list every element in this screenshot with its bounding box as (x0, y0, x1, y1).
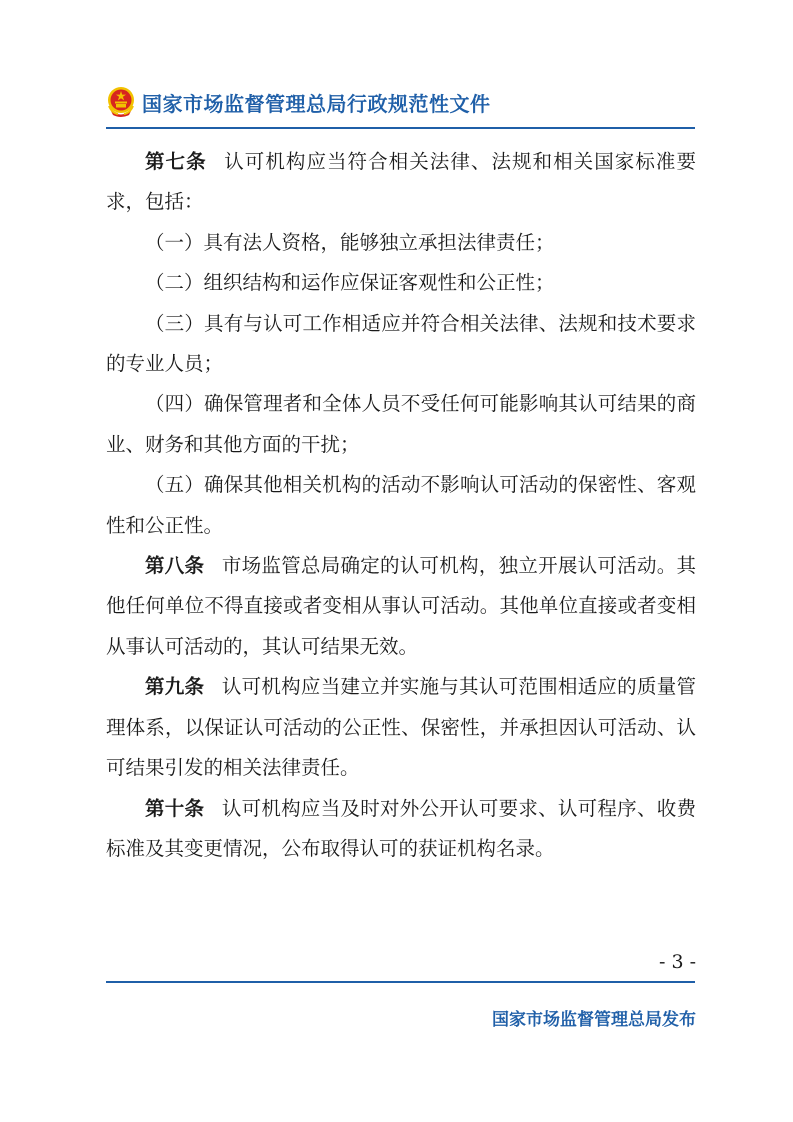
article-7-item: （二）组织结构和运作应保证客观性和公正性； (145, 271, 555, 295)
article-7-item: （五）确保其他相关机构的活动不影响认可活动的保密性、客观性和公正性。 (106, 473, 696, 537)
article-8 (106, 546, 696, 667)
article-7-item: （三）具有与认可工作相适应并符合相关法律、法规和技术要求的专业人员； (106, 311, 696, 376)
article-label: 第七条 (145, 150, 207, 173)
article-label: 第九条 (145, 675, 205, 699)
article-10 (106, 789, 696, 870)
footer-publisher: 国家市场监督管理总局发布 (492, 1010, 696, 1030)
header-title: 国家市场监督管理总局行政规范性文件 (142, 91, 491, 116)
document-body (106, 142, 696, 869)
article-9 (106, 667, 696, 788)
article-7-item: （一）具有法人资格，能够独立承担法律责任； (145, 230, 555, 254)
page-number: - 3 - (658, 951, 696, 973)
article-text: 认可机构应当及时对外公开认可要求、认可程序、收费标准及其变更情况，公布取得认可的获证机构名录。 (106, 796, 696, 860)
article-text: 认可机构应当符合相关法律、法规和相关国家标准要求，包括： (106, 150, 696, 214)
footer-divider (106, 981, 695, 983)
article-7 (106, 142, 696, 223)
national-emblem-icon (106, 86, 136, 118)
header-divider (106, 127, 695, 129)
article-7-item: （四）确保管理者和全体人员不受任何可能影响其认可结果的商业、财务和其他方面的干扰； (106, 392, 696, 456)
article-label: 第十条 (145, 796, 205, 820)
article-label: 第八条 (145, 554, 205, 578)
article-text: 市场监管总局确定的认可机构，独立开展认可活动。其他任何单位不得直接或者变相从事认可活动。其他单位直接或者变相从事认可活动的，其认可结果无效。 (106, 554, 696, 658)
article-text: 认可机构应当建立并实施与其认可范围相适应的质量管理体系，以保证认可活动的公正性、保密性，并承担因认可活动、认可结果引发的相关法律责任。 (106, 675, 696, 780)
document-header (106, 82, 491, 122)
